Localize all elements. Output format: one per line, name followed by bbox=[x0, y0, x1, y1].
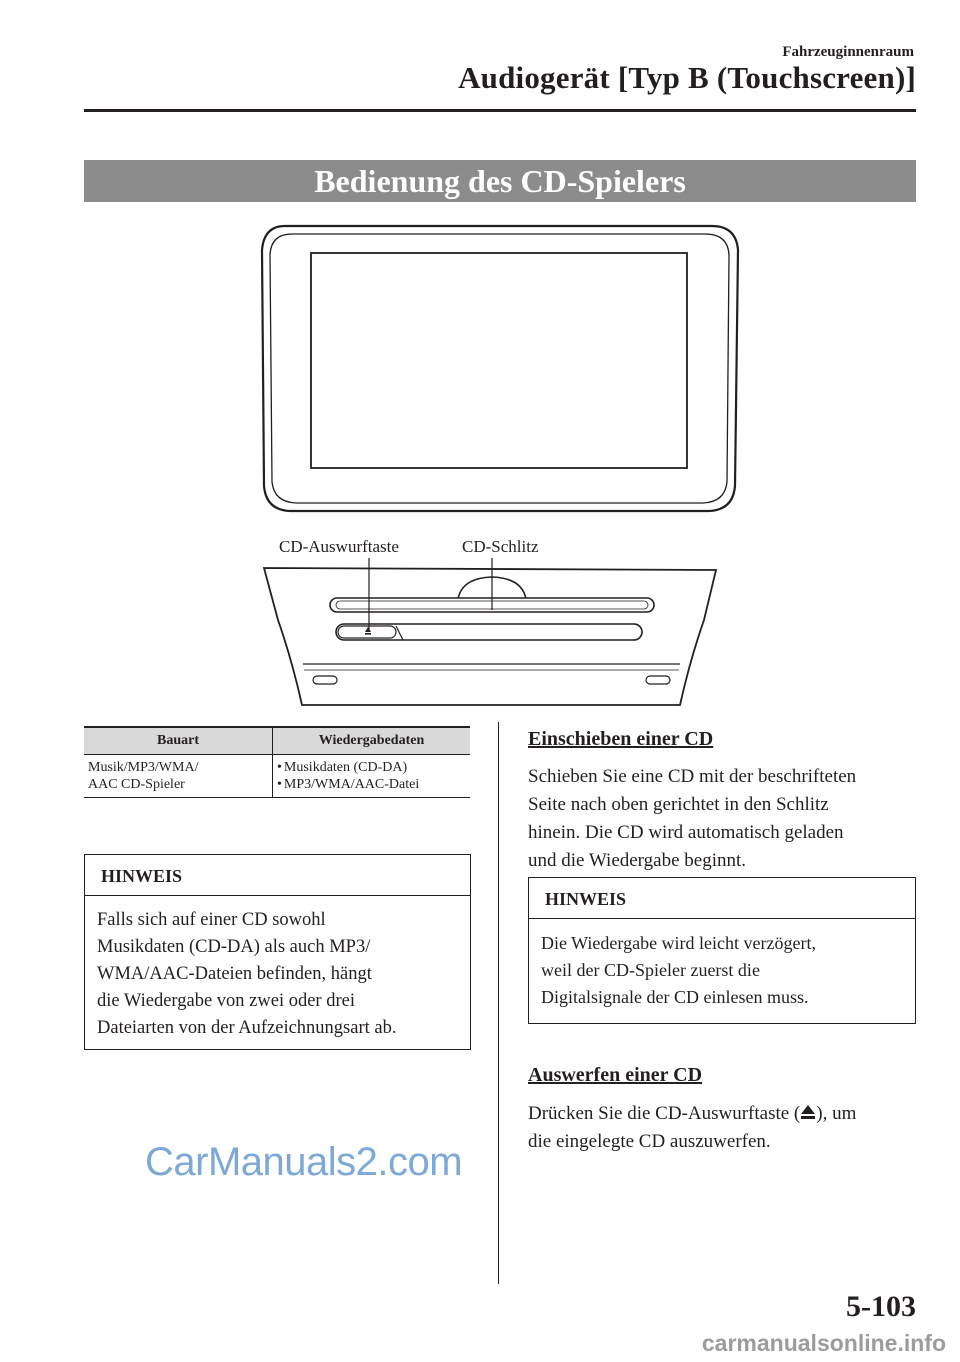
display-screen bbox=[311, 253, 687, 468]
eject-icon bbox=[800, 1104, 816, 1121]
chapter-title: Audiogerät [Typ B (Touchscreen)] bbox=[458, 60, 916, 95]
page-title: Bedienung des CD-Spielers bbox=[84, 160, 916, 202]
note-text: Die Wiedergabe wird leicht verzögert, weil der CD-Spieler zuerst die Digitalsignale der CD einlesen muss. bbox=[541, 933, 816, 1007]
label-cd-slot: CD-Schlitz bbox=[462, 537, 539, 556]
table-header-type: Bauart bbox=[84, 727, 273, 755]
note-heading: HINWEIS bbox=[529, 878, 915, 919]
spec-table bbox=[84, 726, 470, 798]
list-item: • MP3/WMA/AAC-Datei bbox=[277, 776, 466, 793]
label-eject-button: CD-Auswurftaste bbox=[279, 537, 399, 556]
insert-heading: Einschieben einer CD bbox=[528, 728, 714, 750]
footer-site-link[interactable]: carmanualsonline.info bbox=[701, 1330, 946, 1356]
eject-heading: Auswerfen einer CD bbox=[528, 1064, 703, 1086]
insert-text: Schieben Sie eine CD mit der beschrifteten Seite nach oben gerichtet in den Schlitz hinein. Die CD wird automatisch geladen und die Wiedergabe beginnt. bbox=[528, 766, 857, 871]
note-text: Falls sich auf einer CD sowohl Musikdaten (CD-DA) als auch MP3/ WMA/AAC-Dateien befinden, hängt die Wiedergabe von zwei oder drei Dateiarten von der Aufzeichnungsart ab. bbox=[97, 910, 397, 1038]
page-number: 5-103 bbox=[846, 1290, 916, 1323]
table-cell-data bbox=[273, 755, 471, 798]
eject-text: Drücken Sie die CD-Auswurftaste ( ), um die eingelegte CD auszuwerfen. bbox=[528, 1103, 857, 1152]
section-title: Fahrzeuginnenraum bbox=[782, 44, 914, 60]
note-box-right bbox=[528, 877, 916, 1024]
note-heading: HINWEIS bbox=[85, 855, 470, 896]
watermark: CarManuals2.com bbox=[145, 1140, 463, 1184]
left-button bbox=[313, 676, 337, 684]
right-button bbox=[646, 676, 670, 684]
list-item: • Musikdaten (CD-DA) bbox=[277, 759, 466, 776]
column-divider bbox=[498, 722, 499, 1284]
note-box-left bbox=[84, 854, 471, 1050]
table-header-data: Wiedergabedaten bbox=[273, 727, 471, 755]
table-row bbox=[84, 755, 470, 798]
table-cell-type: Musik/MP3/WMA/ AAC CD-Spieler bbox=[84, 755, 273, 798]
